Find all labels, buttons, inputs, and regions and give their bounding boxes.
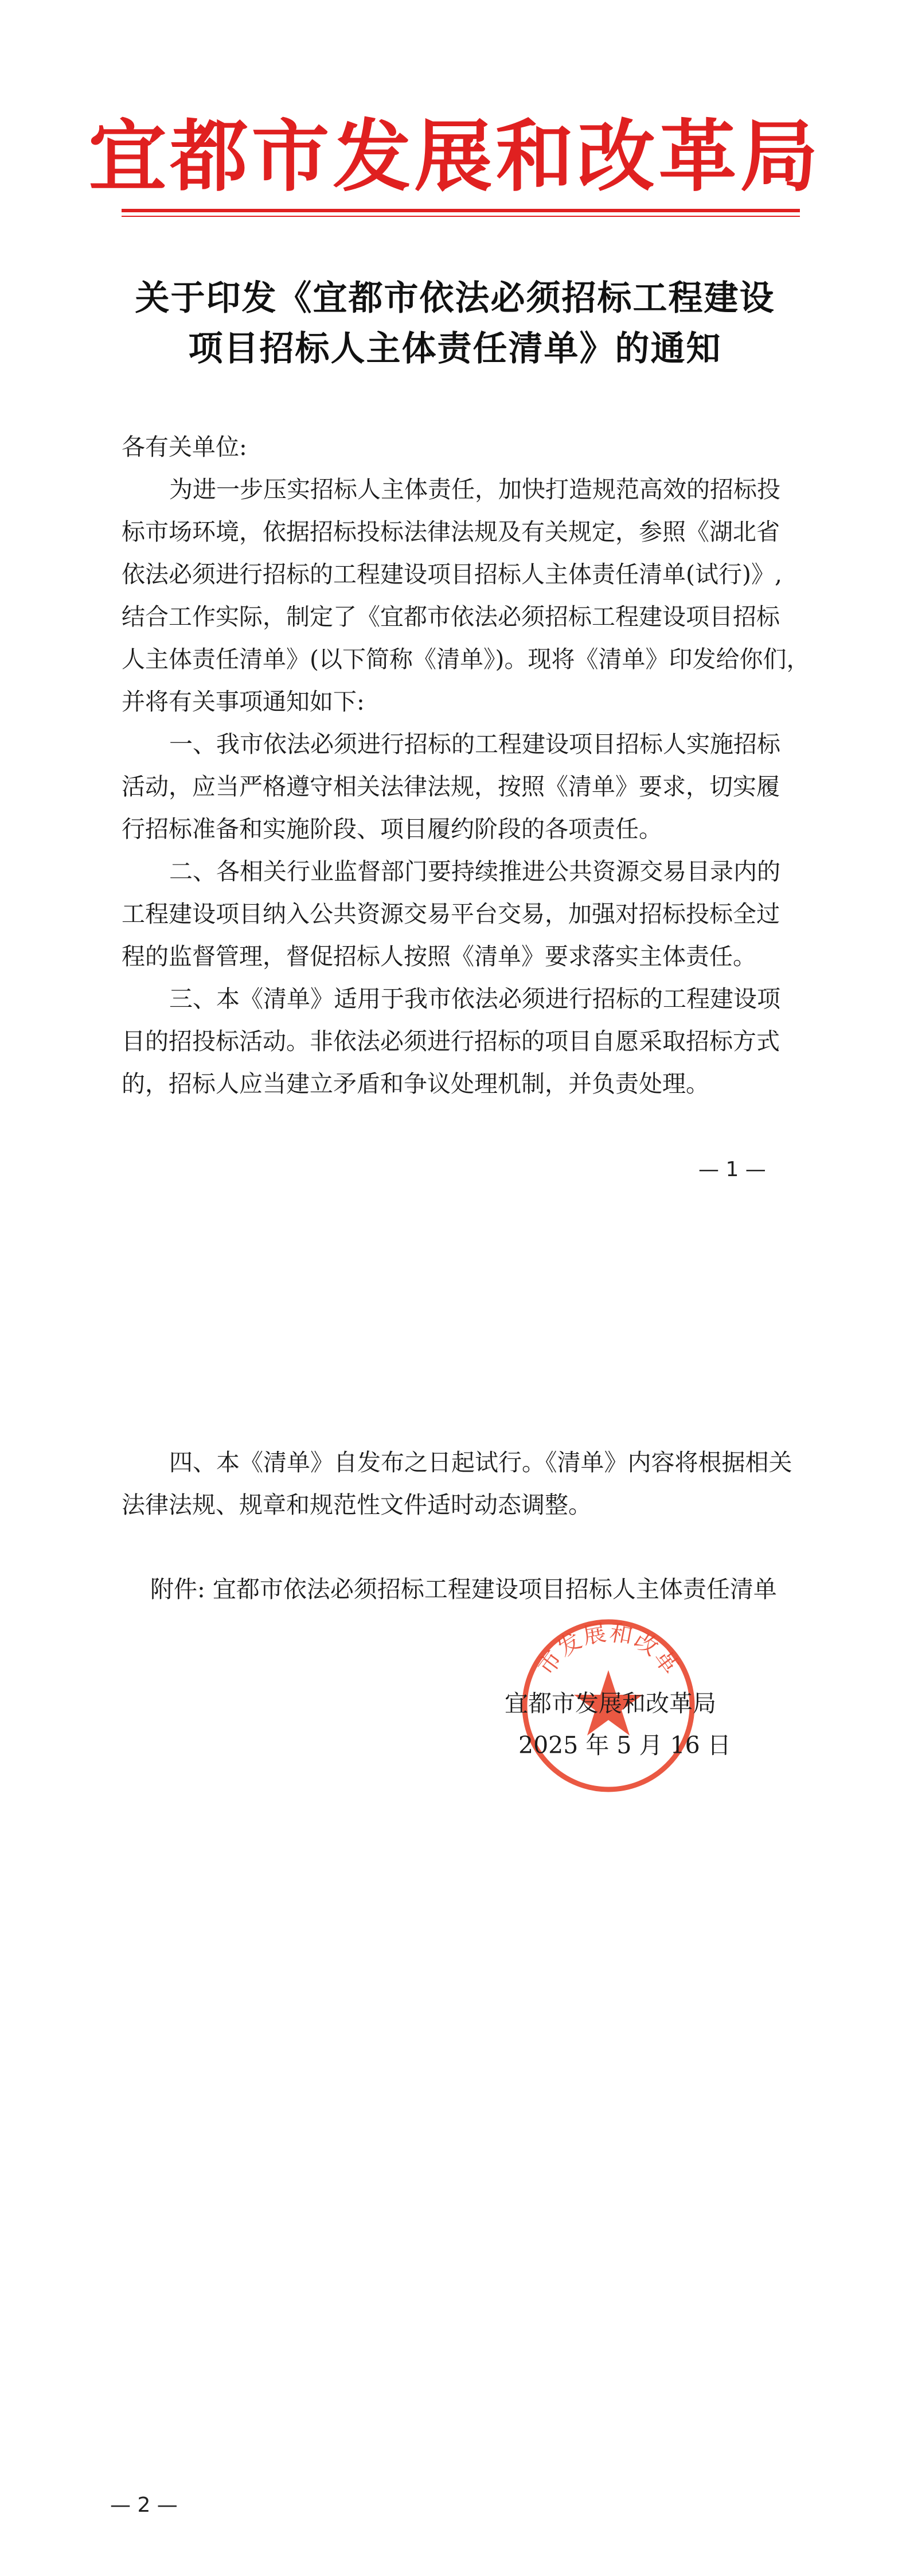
header-rule-thick	[122, 209, 800, 212]
paragraph-line: 二、各相关行业监督部门要持续推进公共资源交易目录内的	[169, 858, 780, 885]
page-number: — 1 —	[698, 1158, 766, 1181]
paragraph-line: 四、本《清单》自发布之日起试行。《清单》内容将根据相关	[169, 1449, 792, 1476]
page-number: — 2 —	[110, 2493, 178, 2517]
doc-title-line1: 关于印发《宜都市依法必须招标工程建设	[135, 278, 775, 318]
paragraph-line: 人主体责任清单》(以下简称《清单》)。现将《清单》印发给你们，	[122, 645, 810, 673]
attachment-line: 附件: 宜都市依法必须招标工程建设项目招标人主体责任清单	[150, 1575, 777, 1603]
paragraph-line: 并将有关事项通知如下:	[122, 688, 365, 715]
paragraph-line: 活动，应当严格遵守相关法律法规，按照《清单》要求，切实履	[122, 773, 780, 800]
header-rule-thin	[122, 216, 800, 217]
org-title: 宜都市发展和改革局	[88, 111, 822, 203]
paragraph-line: 工程建设项目纳入公共资源交易平台交易，加强对招标投标全过	[122, 900, 780, 928]
paragraph-line: 为进一步压实招标人主体责任，加快打造规范高效的招标投	[169, 476, 780, 503]
paragraph-line: 法律法规、规章和规范性文件适时动态调整。	[122, 1491, 592, 1519]
signature-date: 2025 年 5 月 16 日	[518, 1731, 731, 1759]
paragraph-line: 结合工作实际，制定了《宜都市依法必须招标工程建设项目招标	[122, 603, 780, 631]
paragraph-line: 标市场环境，依据招标投标法律法规及有关规定，参照《湖北省	[122, 518, 780, 546]
paragraph-line: 依法必须进行招标的工程建设项目招标人主体责任清单(试行)》,	[122, 561, 783, 588]
paragraph-line: 行招标准备和实施阶段、项目履约阶段的各项责任。	[122, 815, 662, 843]
salutation: 各有关单位:	[122, 433, 247, 461]
doc-title-line2: 项目招标人主体责任清单》的通知	[188, 329, 722, 369]
signature-org: 宜都市发展和改革局	[505, 1690, 716, 1717]
paragraph-line: 三、本《清单》适用于我市依法必须进行招标的工程建设项	[169, 985, 780, 1013]
paragraph-line: 目的招投标活动。非依法必须进行招标的项目自愿采取招标方式	[122, 1028, 780, 1055]
paragraph-line: 的，招标人应当建立矛盾和争议处理机制，并负责处理。	[122, 1070, 709, 1098]
paragraph-line: 一、我市依法必须进行招标的工程建设项目招标人实施招标	[169, 730, 780, 758]
paragraph-line: 程的监督管理，督促招标人按照《清单》要求落实主体责任。	[122, 943, 756, 970]
svg-text:市发展和改革: 市发展和改革	[533, 1619, 684, 1680]
